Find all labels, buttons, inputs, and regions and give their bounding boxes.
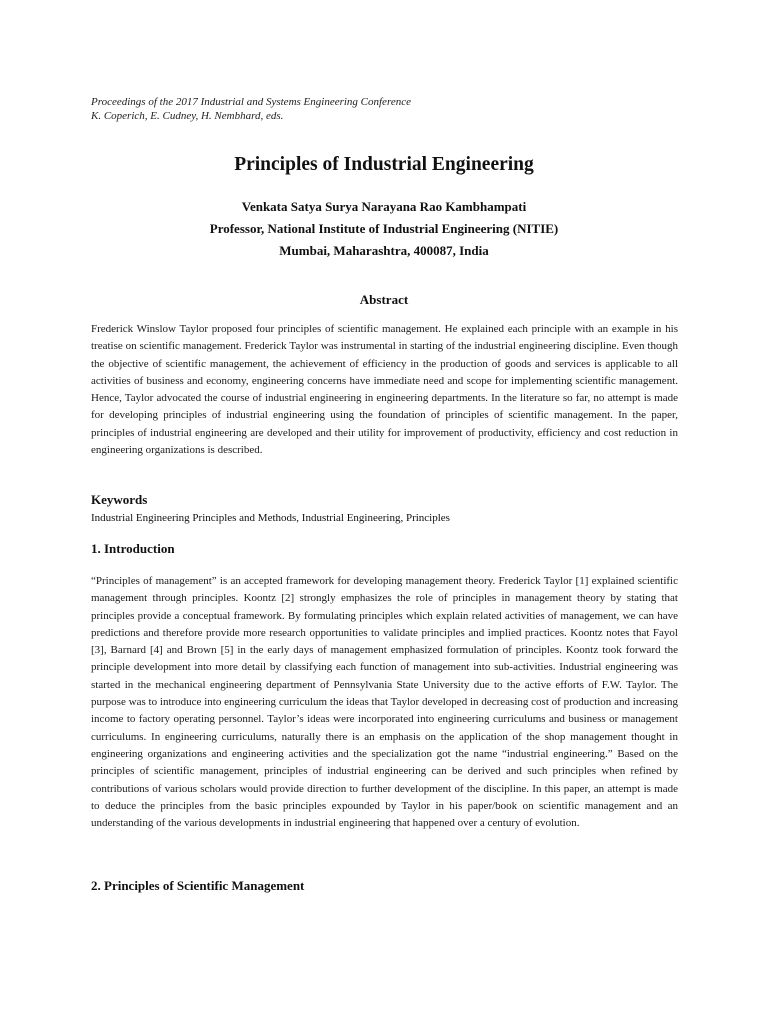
author-address: Mumbai, Maharashtra, 400087, India <box>279 243 489 258</box>
author-name: Venkata Satya Surya Narayana Rao Kambhampati <box>241 199 527 214</box>
section-2-heading: 2. Principles of Scientific Management <box>91 878 305 893</box>
author-block <box>0 196 768 262</box>
abstract-heading: Abstract <box>359 292 409 307</box>
proceedings-header <box>91 95 411 123</box>
introduction-heading: 1. Introduction <box>91 541 175 556</box>
proceedings-line: Proceedings of the 2017 Industrial and Systems Engineering Conference <box>91 96 411 108</box>
introduction-body: “Principles of management” is an accepted framework for developing management theory. Frederick Taylor [1] explained scientific management through principles. Koontz [2] strongly emphasizes the role of principles in management theory by stating that principles provide a conceptual framework. By formulating principles which explain related activities of management, we can have predictions and therefore provide more research opportunities to validate principles and implied practices. Koontz notes that Fayol [3], Barnard [4] and Brown [5] in the early days of management emphasized formulation of principles. Koontz took forward the principle development into more detail by classifying each function of management into sub-activities. Industrial engineering was started in the mechanical engineering department of Pennsylvania State University due to the active efforts of F.W. Taylor. The purpose was to introduce into engineering curriculum the ideas that Taylor developed in decreasing cost of production and increasing income to factory operating personnel. Taylor’s ideas were incorporated into engineering curriculums and business or management curriculums. In engineering curriculums, naturally there is an emphasis on the application of the shop management thought in engineering organizations and engineering activities and the specialization got the name “industrial engineering.” Based on the principles of scientific management, principles of industrial engineering can be derived and such principles when refined by contributions of various scholars would provide direction to further development of the discipline. In this paper, an attempt is made to deduce the principles from the basic principles expounded by Taylor in his paper/book on scientific management and an understanding of the various developments in industrial engineering that happened over a century of evolution. <box>91 575 678 830</box>
keywords-body: Industrial Engineering Principles and Methods, Industrial Engineering, Principles <box>91 512 450 524</box>
keywords-heading: Keywords <box>91 492 148 507</box>
abstract-body: Frederick Winslow Taylor proposed four principles of scientific management. He explained each principle with an example in his treatise on scientific management. Frederick Taylor was instrumental in starting of the industrial engineering discipline. Even though the objective of scientific management, the achievement of efficiency in the production of goods and services is applicable to all activities of business and economy, engineering concerns have immediate need and scope for implementing scientific management. Hence, Taylor advocated the course of industrial engineering in engineering departments. In the literature so far, no attempt is made for developing principles of industrial engineering using the foundation of principles of scientific management. In the paper, principles of industrial engineering are developed and their utility for improvement of productivity, efficiency and cost reduction in engineering organizations is described. <box>91 323 678 457</box>
editors-line: K. Coperich, E. Cudney, H. Nembhard, eds. <box>91 110 284 122</box>
paper-title: Principles of Industrial Engineering <box>234 154 534 175</box>
author-affiliation: Professor, National Institute of Industrial Engineering (NITIE) <box>209 221 559 236</box>
